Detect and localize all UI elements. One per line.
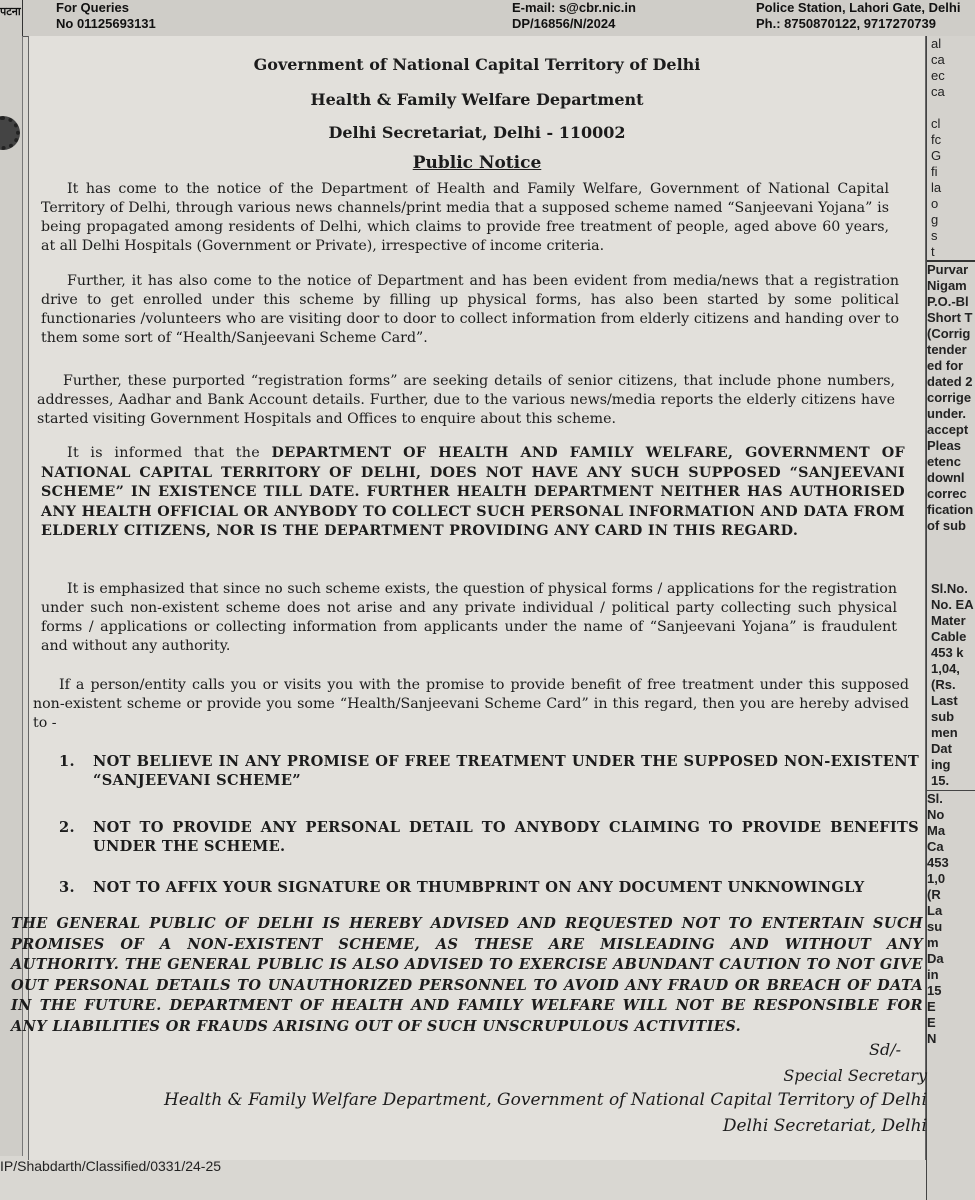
- right-snippet-top: al ca ec ca cl fc G fi la o g s t: [931, 36, 945, 259]
- paragraph-5: It is emphasized that since no such scheme exists, the question of physical forms / applications for the registration under such non-existent scheme does not arise and any private individual / political party collecting such physical forms / applications or collecting information from applicants under the name of “Sanjeevani Yojana” is fraudulent and without any authority.: [41, 581, 897, 654]
- advice-number: 3.: [59, 879, 75, 896]
- paragraph-6: If a person/entity calls you or visits you with the promise to provide benefit of free treatment under this supposed non-existent scheme or provide you some “Health/Sanjeevani Scheme Card” in this regard, then you are hereby advised to -: [33, 677, 909, 731]
- classified-code: IP/Shabdarth/Classified/0331/24-25: [0, 1158, 222, 1174]
- header-government: Government of National Capital Territory of Delhi: [253, 55, 701, 74]
- notice-title: [29, 153, 925, 173]
- right-snippet-mid: Purvar Nigam P.O.-Bl Short T (Corrig tender ed for dated 2 corrige under. accept Pleas etenc downl correc fication of sub: [927, 260, 975, 534]
- paragraph-4-bold: DEPARTMENT OF HEALTH AND FAMILY WELFARE, GOVERNMENT OF NATIONAL CAPITAL TERRITORY OF DELHI, DOES NOT HAVE ANY SUCH SUPPOSED “SANJEEVANI SCHEME” IN EXISTENCE TILL DATE. FURTHER HEALTH DEPARTMENT NEITHER HAS AUTHORISED ANY HEALTH OFFICIAL OR ANYBODY TO COLLECT SUCH PERSONAL INFORMATION AND DATA FROM ELDERLY CITIZENS, NOR IS THE DEPARTMENT PROVIDING ANY CARD IN THIS REGARD.: [41, 445, 905, 539]
- advice-text: NOT TO PROVIDE ANY PERSONAL DETAIL TO ANYBODY CLAIMING TO PROVIDE BENEFITS UNDER THE SCHEME.: [93, 819, 919, 855]
- gear-icon: [0, 116, 20, 150]
- divider: [22, 0, 23, 36]
- paragraph-4-lead: It is informed that the: [67, 445, 272, 461]
- adjacent-ads-strip: [0, 0, 975, 37]
- left-hindi-label: पटना: [0, 6, 21, 18]
- adjacent-ad-police: [756, 0, 960, 32]
- signature-sd: Sd/-: [869, 1040, 901, 1059]
- advice-number: 2.: [59, 819, 75, 836]
- paragraph-4: [41, 444, 905, 542]
- ad-text: Police Station, Lahori Gate, Delhi: [756, 0, 961, 15]
- header-department: Health & Family Welfare Department: [310, 90, 644, 109]
- ad-text: Ph.: 8750870122, 9717270739: [756, 16, 936, 31]
- signature-office: Delhi Secretariat, Delhi: [722, 1116, 927, 1136]
- ad-text: No 01125693131: [56, 16, 156, 31]
- ad-text: DP/16856/N/2024: [512, 16, 616, 31]
- advice-number: 1.: [59, 753, 75, 770]
- paragraph-1: It has come to the notice of the Department of Health and Family Welfare, Government of National Capital Territory of Delhi, through various news channels/print media that a supposed scheme named “Sanjeevani Yojana” is being propagated among residents of Delhi, which claims to provide free treatment of people, aged above 60 years, at all Delhi Hospitals (Government or Private), irrespective of income criteria.: [41, 181, 889, 254]
- right-column-ads: [926, 36, 975, 1200]
- right-snippet-bottom: Sl. No Ma Ca 453 1,0 (R La su m Da in 15 E E N: [927, 790, 975, 1047]
- paragraph-3: Further, these purported “registration forms” are seeking details of senior citizens, that include phone numbers, addresses, Aadhar and Bank Account details. Further, due to the various news/media reports the elderly citizens have started visiting Government Hospitals and Offices to enquire about this scheme.: [37, 373, 895, 427]
- signature-designation: Special Secretary: [783, 1066, 927, 1085]
- right-snippet-low: Sl.No. No. EA Mater Cable 453 k 1,04, (Rs. Last sub men Dat ing 15.: [931, 581, 974, 788]
- ad-text: For Queries: [56, 0, 129, 15]
- public-warning: THE GENERAL PUBLIC OF DELHI IS HEREBY ADVISED AND REQUESTED NOT TO ENTERTAIN SUCH PROMISES OF A NON-EXISTENT SCHEME, AS THESE ARE MISLEADING AND WITHOUT ANY AUTHORITY. THE GENERAL PUBLIC IS ALSO ADVISED TO EXERCISE ABUNDANT CAUTION TO NOT GIVE OUT PERSONAL DETAILS TO UNAUTHORIZED PERSONNEL TO AVOID ANY FRAUD OR BREACH OF DATA IN THE FUTURE. DEPARTMENT OF HEALTH AND FAMILY WELFARE WILL NOT BE RESPONSIBLE FOR ANY LIABILITIES OR FRAUDS ARISING OUT OF SUCH UNSCRUPULOUS ACTIVITIES.: [11, 915, 923, 1035]
- advice-text: NOT TO AFFIX YOUR SIGNATURE OR THUMBPRINT ON ANY DOCUMENT UNKNOWINGLY: [93, 879, 865, 896]
- paragraph-2: Further, it has also come to the notice of Department and has been evident from media/news that a registration drive to get enrolled under this scheme by filling up physical forms, has also been started by some political functionaries /volunteers who are visiting door to door to collect information from elderly citizens and handing over to them some sort of “Health/Sanjeevani Scheme Card”.: [41, 273, 899, 346]
- adjacent-ad-email: [512, 0, 636, 32]
- public-notice: [11, 36, 927, 1160]
- adjacent-ad-queries: [56, 0, 156, 32]
- advice-text: NOT BELIEVE IN ANY PROMISE OF FREE TREATMENT UNDER THE SUPPOSED NON-EXISTENT “SANJEEVANI SCHEME”: [93, 753, 919, 789]
- notice-title-text: Public Notice: [412, 153, 542, 173]
- header-address: Delhi Secretariat, Delhi - 110002: [328, 123, 626, 142]
- ad-text: E-mail: s@cbr.nic.in: [512, 0, 636, 15]
- signature-department: Health & Family Welfare Department, Government of National Capital Territory of Delhi: [164, 1090, 927, 1110]
